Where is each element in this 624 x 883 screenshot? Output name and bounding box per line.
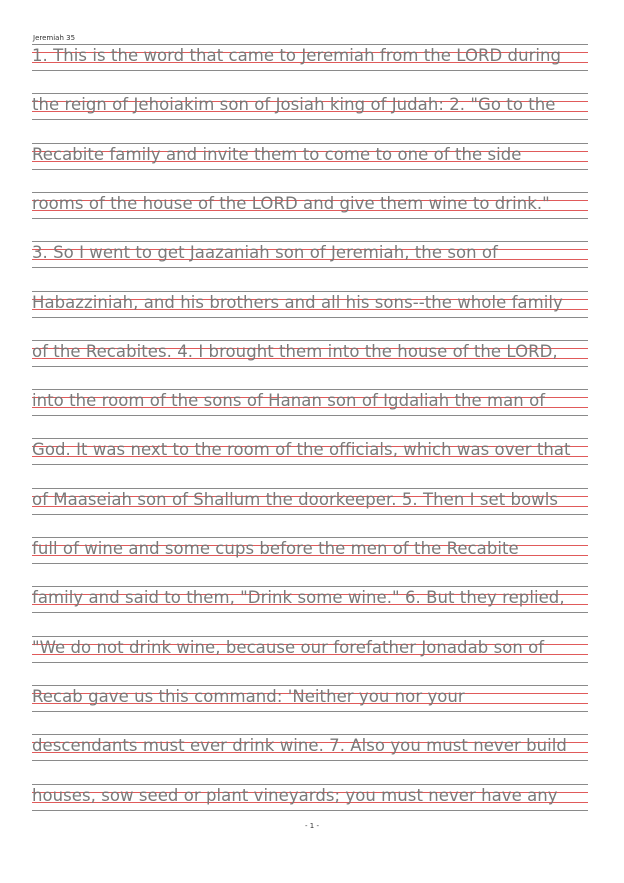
trace-text: family and said to them, "Drink some wine." 6. But they replied, [32, 588, 565, 608]
practice-line [32, 93, 588, 123]
page-header: Jeremiah 35 [33, 34, 76, 42]
guide-rule [32, 662, 588, 663]
practice-line [32, 143, 588, 173]
guide-rule [32, 784, 588, 785]
practice-line [32, 734, 588, 764]
guide-rule [32, 810, 588, 811]
practice-line [32, 438, 588, 468]
practice-line [32, 192, 588, 222]
trace-text: full of wine and some cups before the men of the Recabite [32, 539, 519, 558]
practice-line [32, 636, 588, 666]
guide-rule [32, 218, 588, 219]
practice-line [32, 685, 588, 715]
trace-text: God. It was next to the room of the officials, which was over that [32, 440, 571, 460]
trace-text: 3. So I went to get Jaazaniah son of Jeremiah, the son of [32, 243, 498, 263]
trace-text: rooms of the house of the LORD and give them wine to drink." [32, 193, 550, 213]
trace-text: of Maaseiah son of Shallum the doorkeeper. 5. Then I set bowls [32, 489, 558, 509]
guide-rule [32, 192, 588, 193]
guide-rule [32, 169, 588, 170]
guide-rule [32, 563, 588, 564]
practice-line [32, 586, 588, 616]
guide-rule [32, 70, 588, 71]
guide-rule [32, 389, 588, 390]
guide-rule [32, 586, 588, 587]
guide-rule [32, 685, 588, 686]
trace-text: descendants must ever drink wine. 7. Also you must never build [32, 736, 567, 756]
guide-rule [32, 488, 588, 489]
guide-rule [32, 93, 588, 94]
trace-text: Recab gave us this command: 'Neither you nor your [32, 686, 465, 706]
practice-line [32, 44, 588, 74]
practice-line [32, 340, 588, 370]
guide-rule [32, 366, 588, 367]
guide-rule [32, 143, 588, 144]
guide-rule [32, 760, 588, 761]
guide-rule [32, 636, 588, 637]
guide-rule [32, 317, 588, 318]
practice-line [32, 784, 588, 814]
trace-text: the reign of Jehoiakim son of Josiah king of Judah: 2. "Go to the [32, 95, 556, 115]
trace-text: of the Recabites. 4. I brought them into the house of the LORD, [32, 341, 558, 361]
guide-rule [32, 241, 588, 242]
practice-line [32, 389, 588, 419]
guide-rule [32, 415, 588, 416]
guide-rule [32, 612, 588, 613]
practice-line [32, 291, 588, 321]
guide-rule [32, 438, 588, 439]
trace-text: 1. This is the word that came to Jeremiah from the LORD during [32, 46, 562, 65]
trace-text: houses, sow seed or plant vineyards; you must never have any [32, 785, 558, 805]
guide-rule [32, 711, 588, 712]
guide-rule [32, 119, 588, 120]
practice-line [32, 241, 588, 271]
guide-rule [32, 291, 588, 292]
page-number: - 1 - [305, 822, 319, 830]
guide-rule [32, 44, 588, 45]
guide-rule [32, 537, 588, 538]
trace-text: into the room of the sons of Hanan son of Igdaliah the man of [32, 391, 546, 411]
guide-rule [32, 514, 588, 515]
practice-line [32, 488, 588, 518]
guide-rule [32, 464, 588, 465]
trace-text: Recabite family and invite them to come to one of the side [32, 144, 522, 164]
practice-line [32, 537, 588, 567]
trace-text: "We do not drink wine, because our forefather Jonadab son of [32, 637, 545, 657]
guide-rule [32, 267, 588, 268]
trace-text: Habazziniah, and his brothers and all his sons--the whole family [32, 292, 563, 312]
guide-rule [32, 340, 588, 341]
guide-rule [32, 734, 588, 735]
